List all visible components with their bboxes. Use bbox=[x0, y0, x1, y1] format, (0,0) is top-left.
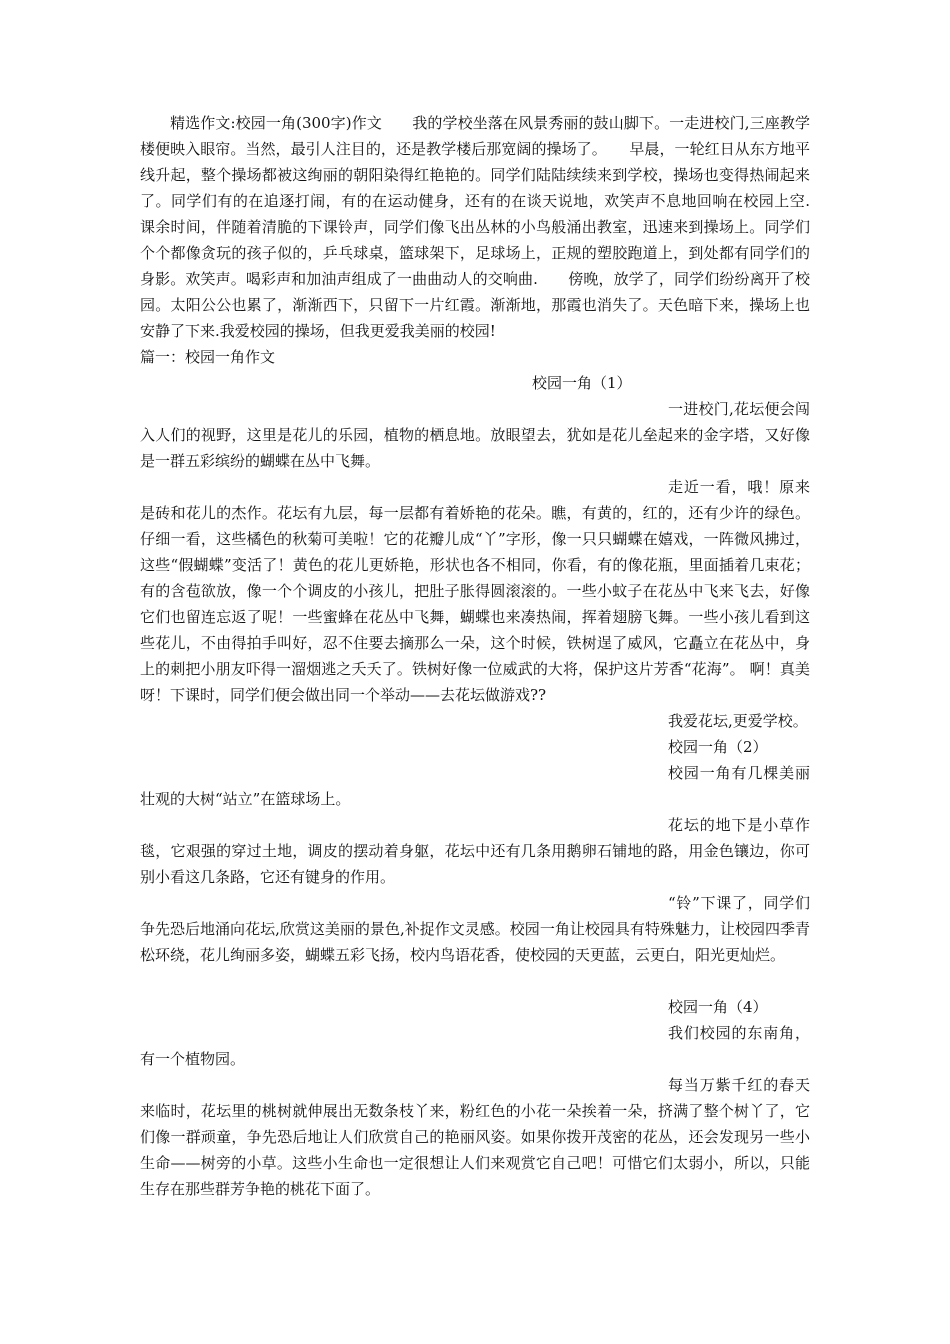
essay1-paragraph-1: 一进校门,花坛便会闯入人们的视野，这里是花儿的乐园，植物的栖息地。放眼望去，犹如是花儿垒起来的金字塔，又好像是一群五彩缤纷的蝴蝶在丛中飞舞。 bbox=[140, 400, 810, 470]
essay2-paragraph-1: 校园一角有几棵美丽壮观的大树“站立”在篮球场上。 bbox=[140, 764, 810, 808]
essay2-paragraph-3: “铃”下课了，同学们争先恐后地涌向花坛,欣赏这美丽的景色,补捉作文灵感。校园一角让校园具有特殊魅力，让校园四季青松环绕，花儿绚丽多姿，蝴蝶五彩飞扬，校内鸟语花香，使校园的天更蓝，云更白，阳光更灿烂。 bbox=[140, 894, 810, 964]
essay4-paragraph-1: 我们校园的东南角，有一个植物园。 bbox=[140, 1024, 810, 1068]
essay2-paragraph-2: 花坛的地下是小草作毯，它艰强的穿过土地，调皮的摆动着身躯，花坛中还有几条用鹅卵石铺地的路，用金色镶边，你可别小看这几条路，它还有键身的作用。 bbox=[140, 816, 810, 886]
essay1-paragraph-2: 走近一看，哦！原来是砖和花儿的杰作。花坛有九层，每一层都有着娇艳的花朵。瞧，有黄的，红的，还有少许的绿色。仔细一看，这些橘色的秋菊可美啦！它的花瓣儿成“丫”字形，像一只只蝴蝶在嬉戏，一阵微风拂过，这些“假蝴蝶”变活了！黄色的花儿更娇艳，形状也各不相同，你看，有的像花瓶，里面插着几束花；有的含苞欲放，像一个个调皮的小孩儿，把肚子胀得圆滚滚的。一些小蚊子在花丛中飞来飞去，好像它们也留连忘返了呢！一些蜜蜂在花丛中飞舞，蝴蝶也来凑热闹，挥着翅膀飞舞。一些小孩儿看到这些花儿，不由得拍手叫好，忍不住要去摘那么一朵，这个时候，铁树逞了威风，它矗立在花丛中，身上的刺把小朋友吓得一溜烟逃之夭夭了。铁树好像一位威武的大将，保护这片芳香“花海”。 啊！真美呀！下课时，同学们便会做出同一个举动——去花坛做游戏?? bbox=[140, 478, 810, 704]
essay1-closing-line: 我爱花坛,更爱学校。 bbox=[668, 712, 808, 730]
blank-line bbox=[140, 968, 810, 994]
intro-paragraph: 精选作文:校园一角(300字)作文 我的学校坐落在风景秀丽的鼓山脚下。一走进校门,三座教学楼便映入眼帘。当然，最引人注目的，还是教学楼后那宽阔的操场了。 早晨，一轮红日从东方地平线升起，整个操场都被这绚丽的朝阳染得红艳艳的。同学们陆陆续续来到学校，操场也变得热闹起来了。同学们有的在追逐打闹，有的在运动健身，还有的在谈天说地，欢笑声不息地回响在校园上空. 课余时间，伴随着清脆的下课铃声，同学们像飞出丛林的小鸟般涌出教室，迅速来到操场上。同学们个个都像贪玩的孩子似的，乒乓球桌，篮球架下，足球场上，正规的塑胶跑道上，到处都有同学们的身影。欢笑声。喝彩声和加油声组成了一曲曲动人的交响曲. 傍晚，放学了，同学们纷纷离开了校园。太阳公公也累了，渐渐西下，只留下一片红霞。渐渐地，那霞也消失了。天色暗下来，操场上也安静了下来.我爱校园的操场，但我更爱我美丽的校园! bbox=[140, 114, 841, 340]
section-heading: 篇一：校园一角作文 bbox=[140, 348, 276, 366]
document-body bbox=[140, 110, 841, 1202]
essay-title-1: 校园一角（1） bbox=[532, 374, 632, 392]
essay-title-4: 校园一角（4） bbox=[668, 998, 768, 1016]
essay-title-2: 校园一角（2） bbox=[668, 738, 768, 756]
essay4-paragraph-2: 每当万紫千红的春天来临时，花坛里的桃树就伸展出无数条枝丫来，粉红色的小花一朵挨着一朵，挤满了整个树丫了，它们像一群顽童，争先恐后地让人们欣赏自己的艳丽风姿。如果你拨开茂密的花丛，还会发现另一些小生命——树旁的小草。这些小生命也一定很想让人们来观赏它自己吧！可惜它们太弱小，所以，只能生存在那些群芳争艳的桃花下面了。 bbox=[140, 1076, 810, 1198]
